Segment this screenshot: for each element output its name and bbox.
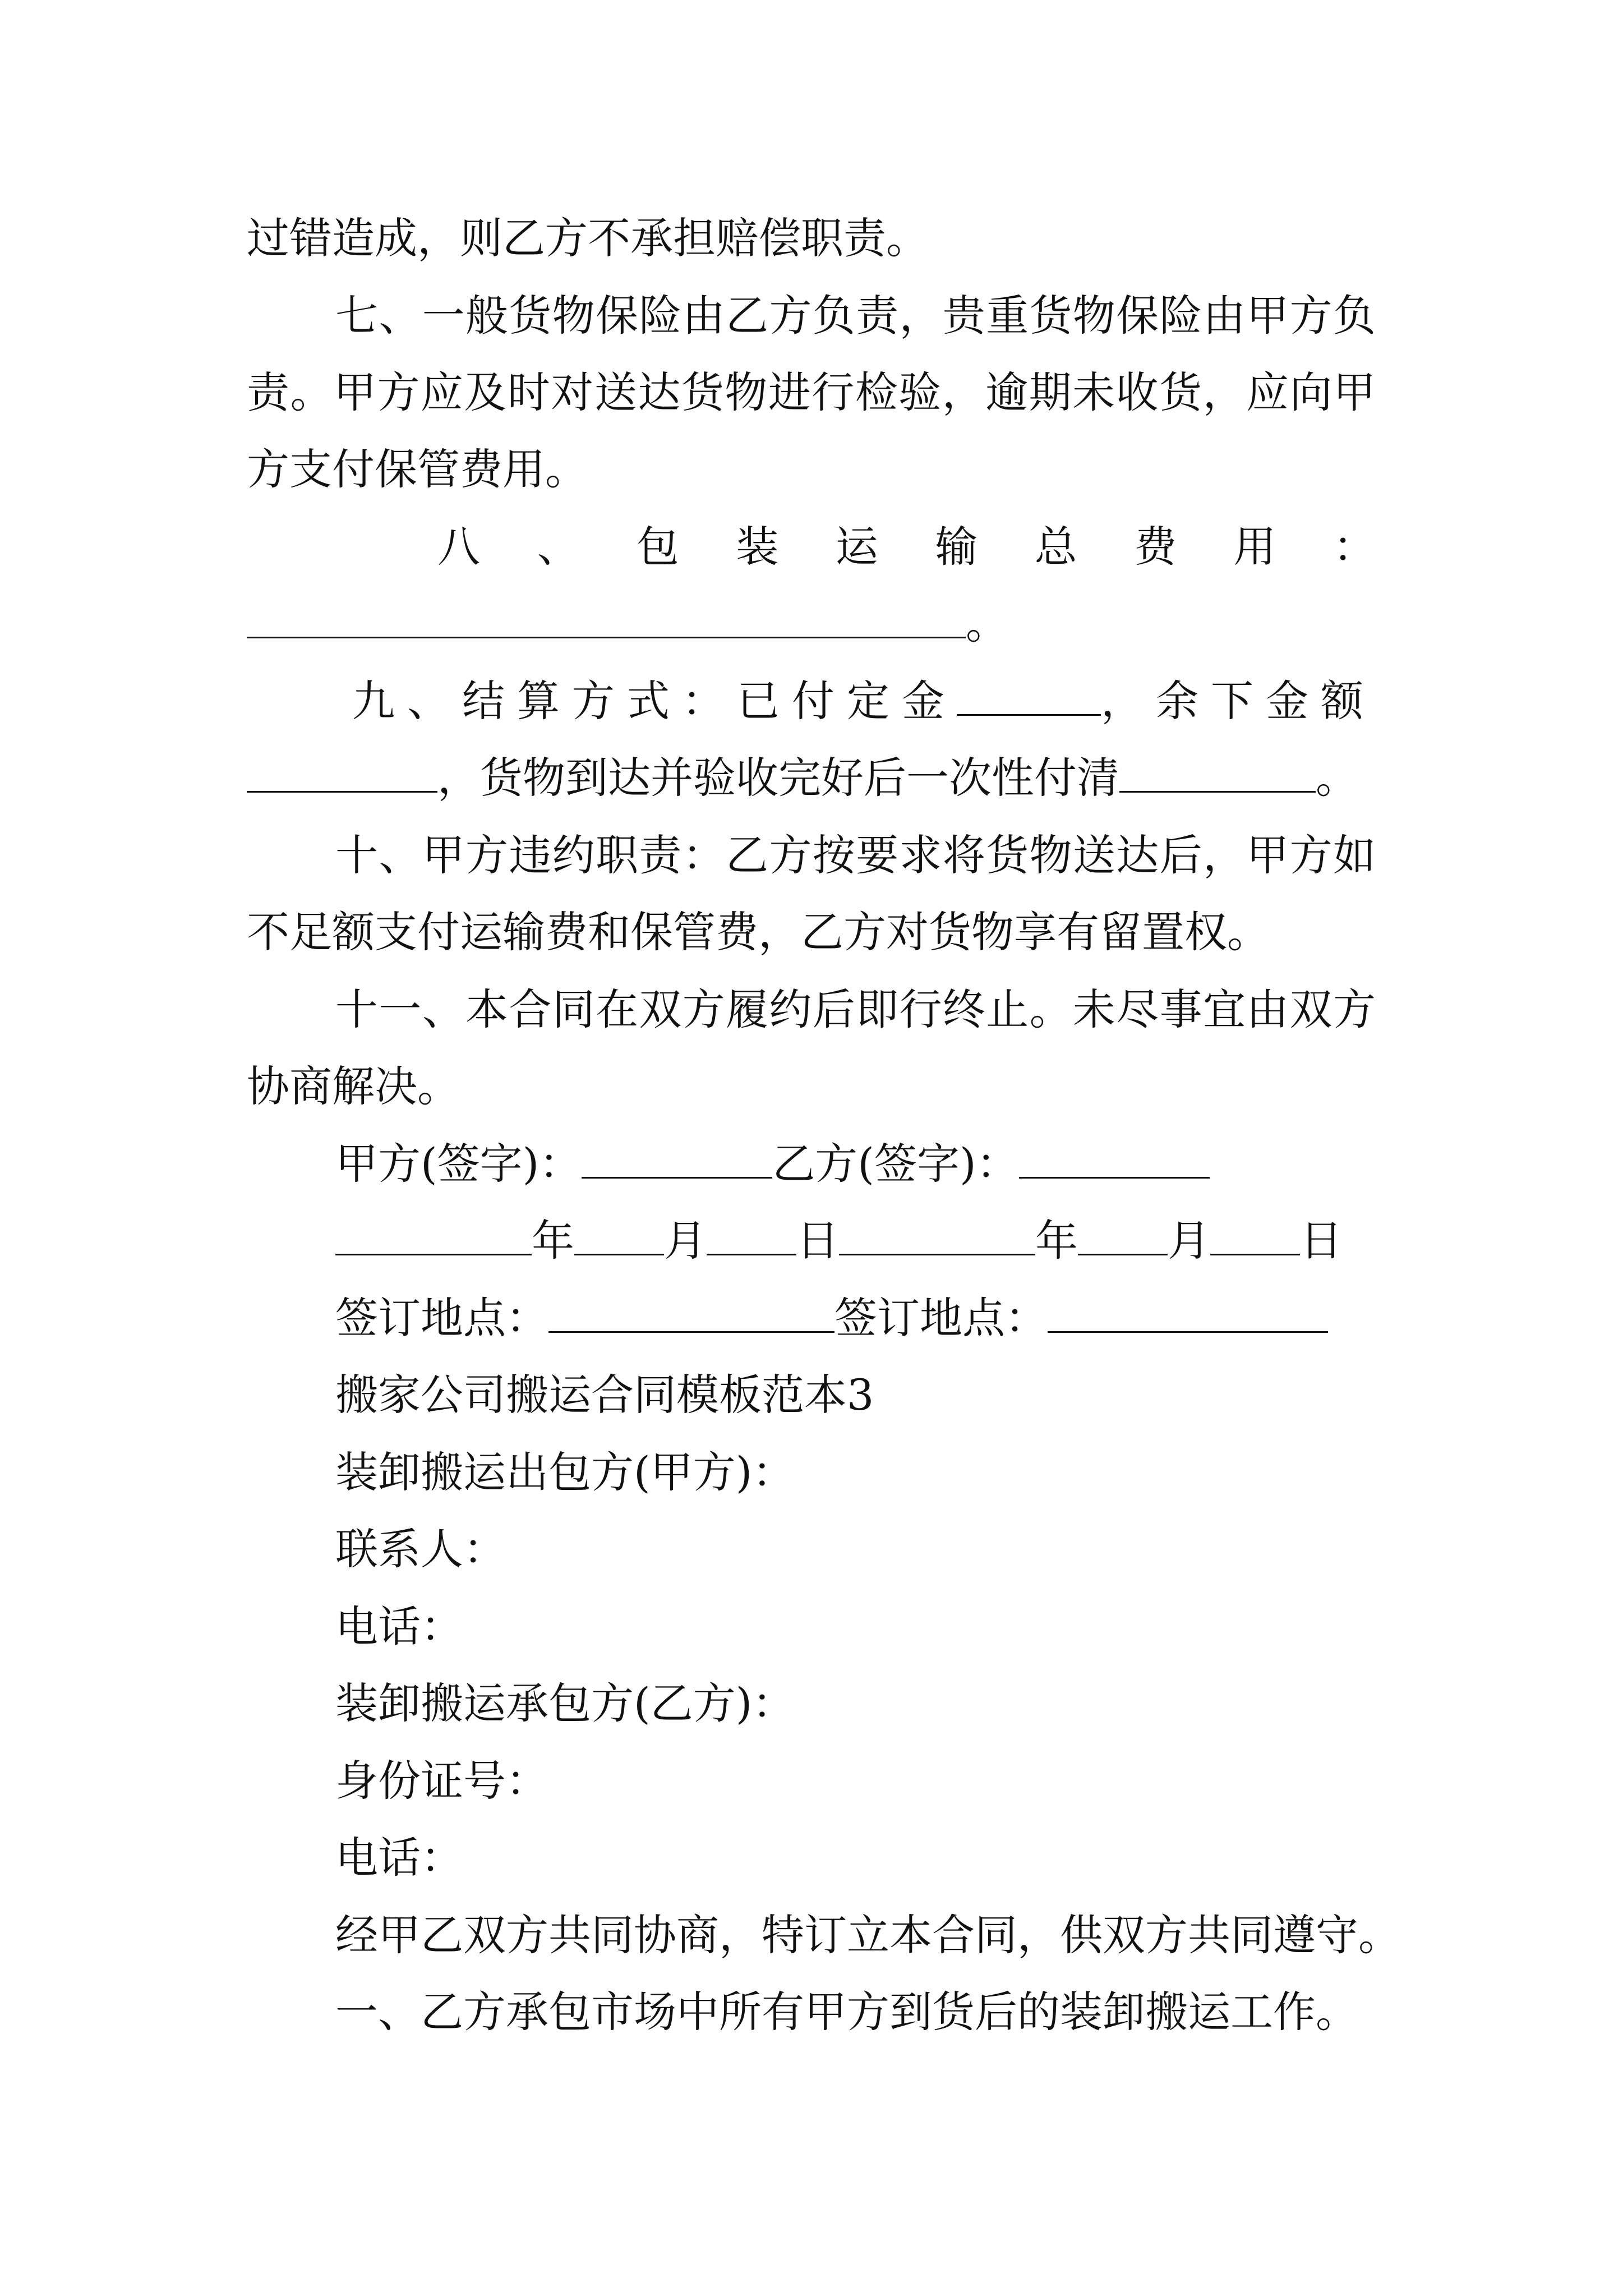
- party-a-month-blank: [574, 1214, 664, 1255]
- phone-label: 电话：: [335, 1602, 463, 1651]
- clause-11-line-2: 协商解决。: [247, 1061, 460, 1111]
- clause-11-line-1: 十一、本合同在双方履约后即行终止。未尽事宜由双方: [335, 984, 1377, 1034]
- clause-8-char: 装: [736, 522, 779, 572]
- clause-7-line-2: 责。甲方应及时对送达货物进行检验，逾期未收货，应向甲: [247, 367, 1376, 417]
- clause-9-text: ，货物到达并验收完好后一次性付清: [437, 753, 1119, 803]
- party-a-signature-label: 甲方(签字)：: [335, 1139, 582, 1189]
- clause-8-char: 总: [1034, 522, 1077, 572]
- phone-2-label: 电话：: [335, 1833, 463, 1883]
- clause-8-char: 包: [636, 522, 679, 572]
- day-label: 日: [1300, 1216, 1343, 1266]
- party-a-day-blank: [707, 1214, 796, 1255]
- day-label: 日: [796, 1216, 839, 1266]
- year-label: 年: [532, 1216, 574, 1266]
- clause-8-char: 、: [537, 522, 580, 572]
- clause-10-line-1: 十、甲方违约职责：乙方按要求将货物送达后，甲方如: [335, 830, 1377, 880]
- date-line: [335, 1213, 1343, 1269]
- clause-6-tail: 过错造成，则乙方不承担赔偿职责。: [247, 213, 929, 263]
- party-a-year-blank: [335, 1214, 532, 1255]
- clause-8-amount: [247, 596, 1008, 652]
- clause-9-line-1: [352, 673, 1376, 729]
- party-b-year-blank: [839, 1214, 1035, 1255]
- id-number-label: 身份证号：: [335, 1756, 548, 1806]
- template-3-title: 搬家公司搬运合同模板范本3: [335, 1370, 874, 1420]
- party-a-place-blank: [548, 1292, 834, 1333]
- clause-9-end: 。: [1316, 753, 1358, 803]
- month-label: 月: [664, 1216, 707, 1266]
- clause-8-heading: [437, 519, 1376, 575]
- year-label: 年: [1035, 1216, 1078, 1266]
- clause-9-mid: ，余下金额: [1101, 676, 1376, 726]
- party-b-signature-blank: [1019, 1138, 1210, 1179]
- clause-8-char: 用: [1233, 522, 1276, 572]
- party-b-day-blank: [1210, 1214, 1300, 1255]
- clause-8-char: 输: [935, 522, 978, 572]
- template-3-intro: 经甲乙双方共同协商，特订立本合同，供双方共同遵守。: [335, 1910, 1401, 1960]
- contractor-b-label: 装卸搬运承包方(乙方)：: [335, 1678, 795, 1728]
- clause-7-line-1: 七、一般货物保险由乙方负责，贵重货物保险由甲方负: [335, 291, 1377, 341]
- total-fee-blank: [247, 597, 966, 638]
- clause-8-char: 费: [1134, 522, 1177, 572]
- party-b-signature-label: 乙方(签字)：: [772, 1139, 1019, 1189]
- month-label: 月: [1168, 1216, 1210, 1266]
- deposit-blank: [957, 675, 1101, 716]
- balance-blank: [247, 752, 437, 793]
- clause-8-char: 运: [835, 522, 878, 572]
- clause-8-char: ：: [1332, 522, 1376, 572]
- party-b-place-label: 签订地点：: [834, 1293, 1048, 1343]
- final-payment-blank: [1119, 752, 1316, 793]
- contractor-a-label: 装卸搬运出包方(甲方)：: [335, 1447, 795, 1497]
- clause-7-line-3: 方支付保管费用。: [247, 444, 588, 494]
- clause-9-label: 九、结算方式：已付定金: [352, 676, 957, 726]
- clause-8-end: 。: [966, 599, 1008, 648]
- template-3-clause-1: 一、乙方承包市场中所有甲方到货后的装卸搬运工作。: [335, 1987, 1358, 2037]
- clause-9-line-2: [247, 750, 1358, 806]
- party-b-month-blank: [1078, 1214, 1168, 1255]
- party-a-signature-blank: [582, 1138, 772, 1179]
- party-b-place-blank: [1048, 1292, 1328, 1333]
- clause-10-line-2: 不足额支付运输费和保管费，乙方对货物享有留置权。: [247, 907, 1270, 957]
- signature-line: [335, 1136, 1210, 1192]
- clause-8-char: 八: [437, 522, 480, 572]
- signing-place-line: [335, 1290, 1328, 1346]
- party-a-place-label: 签订地点：: [335, 1293, 548, 1343]
- contact-label: 联系人：: [335, 1524, 506, 1574]
